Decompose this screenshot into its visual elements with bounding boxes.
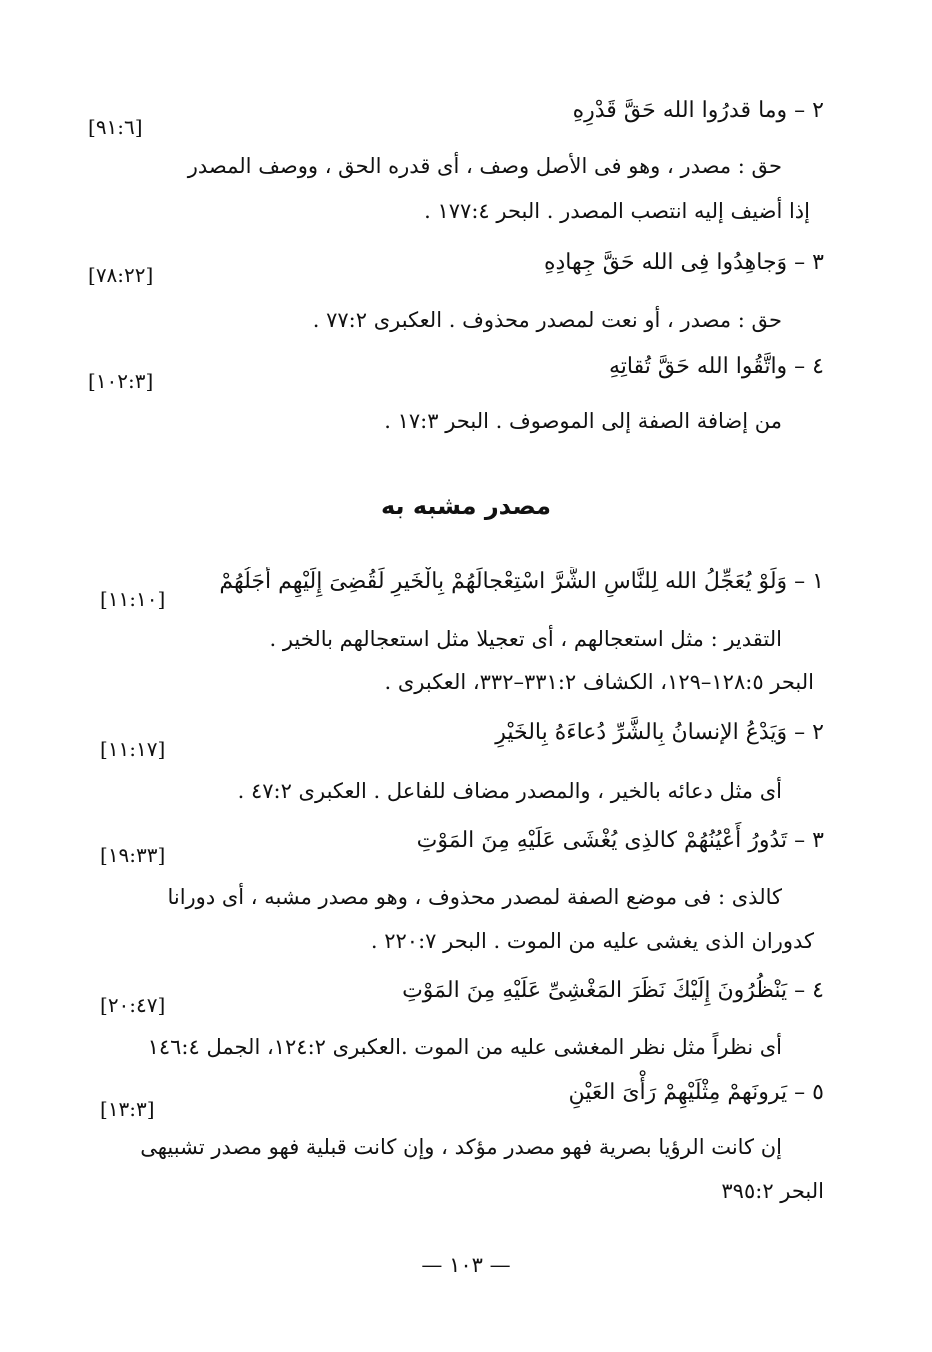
verse-reference: [١٣:٣]	[100, 1097, 155, 1121]
commentary-line: البحر ١٢٨:٥–١٢٩، الكشاف ٣٣١:٢–٣٣٢، العكبرى .	[384, 670, 814, 694]
verse-reference: [١٩:٣٣]	[100, 843, 166, 867]
commentary-line: إذا أضيف إليه انتصب المصدر . البحر ١٧٧:٤ .	[424, 199, 810, 223]
commentary-line: أى مثل دعائه بالخير ، والمصدر مضاف للفاعل . العكبرى ٤٧:٢ .	[237, 779, 782, 803]
commentary-line: حق : مصدر ، أو نعت لمصدر محذوف . العكبرى ٧٧:٢ .	[312, 308, 782, 332]
verse-line: ١ – وَلَوْ يُعَجِّلُ الله لِلنَّاسِ الشَّرَّ اسْتِعْجالَهُمْ بِالْخَيرِ لَقُضِىَ إِلَيْهِم أَجَلُهُمْ	[219, 569, 824, 594]
commentary-line: البحر ٣٩٥:٢	[721, 1179, 824, 1203]
verse-reference: [٢٠:٤٧]	[100, 993, 166, 1017]
verse-line: ٤ – يَنْظُرُونَ إِلَيْكَ نَظَرَ المَغْشِىِّ عَلَيْهِ مِنَ المَوْتِ	[402, 978, 824, 1003]
verse-reference: [٧٨:٢٢]	[88, 263, 154, 287]
verse-line: ٢ – وما قدرُوا الله حَقَّ قَدْرِهِ	[572, 98, 824, 123]
verse-reference: [٩١:٦]	[88, 115, 143, 139]
page-number: — ١٠٣ —	[421, 1253, 511, 1277]
verse-line: ٥ – يَرونَهمْ مِثْلَيْهِمْ رَأْىَ العَيْنِ	[568, 1080, 824, 1105]
commentary-line: حق : مصدر ، وهو فى الأصل وصف ، أى قدره الحق ، ووصف المصدر	[187, 154, 782, 178]
commentary-line: من إضافة الصفة إلى الموصوف . البحر ١٧:٣ .	[384, 409, 782, 433]
verse-reference: [١٠٢:٣]	[88, 369, 154, 393]
section-heading: مصدر مشبه به	[380, 492, 552, 520]
commentary-line: إن كانت الرؤيا بصرية فهو مصدر مؤكد ، وإن كانت قبلية فهو مصدر تشبيهى	[140, 1135, 782, 1159]
verse-line: ٣ – تَدُورُ أَعْيُنُهُمْ كالذِى يُغْشَى عَلَيْهِ مِنَ المَوْتِ	[416, 828, 824, 853]
commentary-line: أى نظراً مثل نظر المغشى عليه من الموت .العكبرى ١٢٤:٢، الجمل ١٤٦:٤	[147, 1035, 782, 1059]
commentary-line: كالذى : فى موضع الصفة لمصدر محذوف ، وهو مصدر مشبه ، أى دورانا	[167, 885, 782, 909]
verse-reference: [١١:١٧]	[100, 737, 166, 761]
verse-reference: [١١:١٠]	[100, 587, 166, 611]
verse-line: ٢ – وَيَدْعُ الإنسانُ بِالشَّرِّ دُعاءَهُ بِالخَيْرِ	[495, 720, 824, 745]
verse-line: ٤ – واتَّقُوا الله حَقَّ تُقاتِهِ	[609, 354, 824, 379]
commentary-line: كدوران الذى يغشى عليه من الموت . البحر ٢٢٠:٧ .	[370, 929, 814, 953]
verse-line: ٣ – وَجاهِدُوا فِى الله حَقَّ جِهادِهِ	[543, 250, 824, 275]
commentary-line: التقدير : مثل استعجالهم ، أى تعجيلا مثل استعجالهم بالخير .	[269, 627, 782, 651]
